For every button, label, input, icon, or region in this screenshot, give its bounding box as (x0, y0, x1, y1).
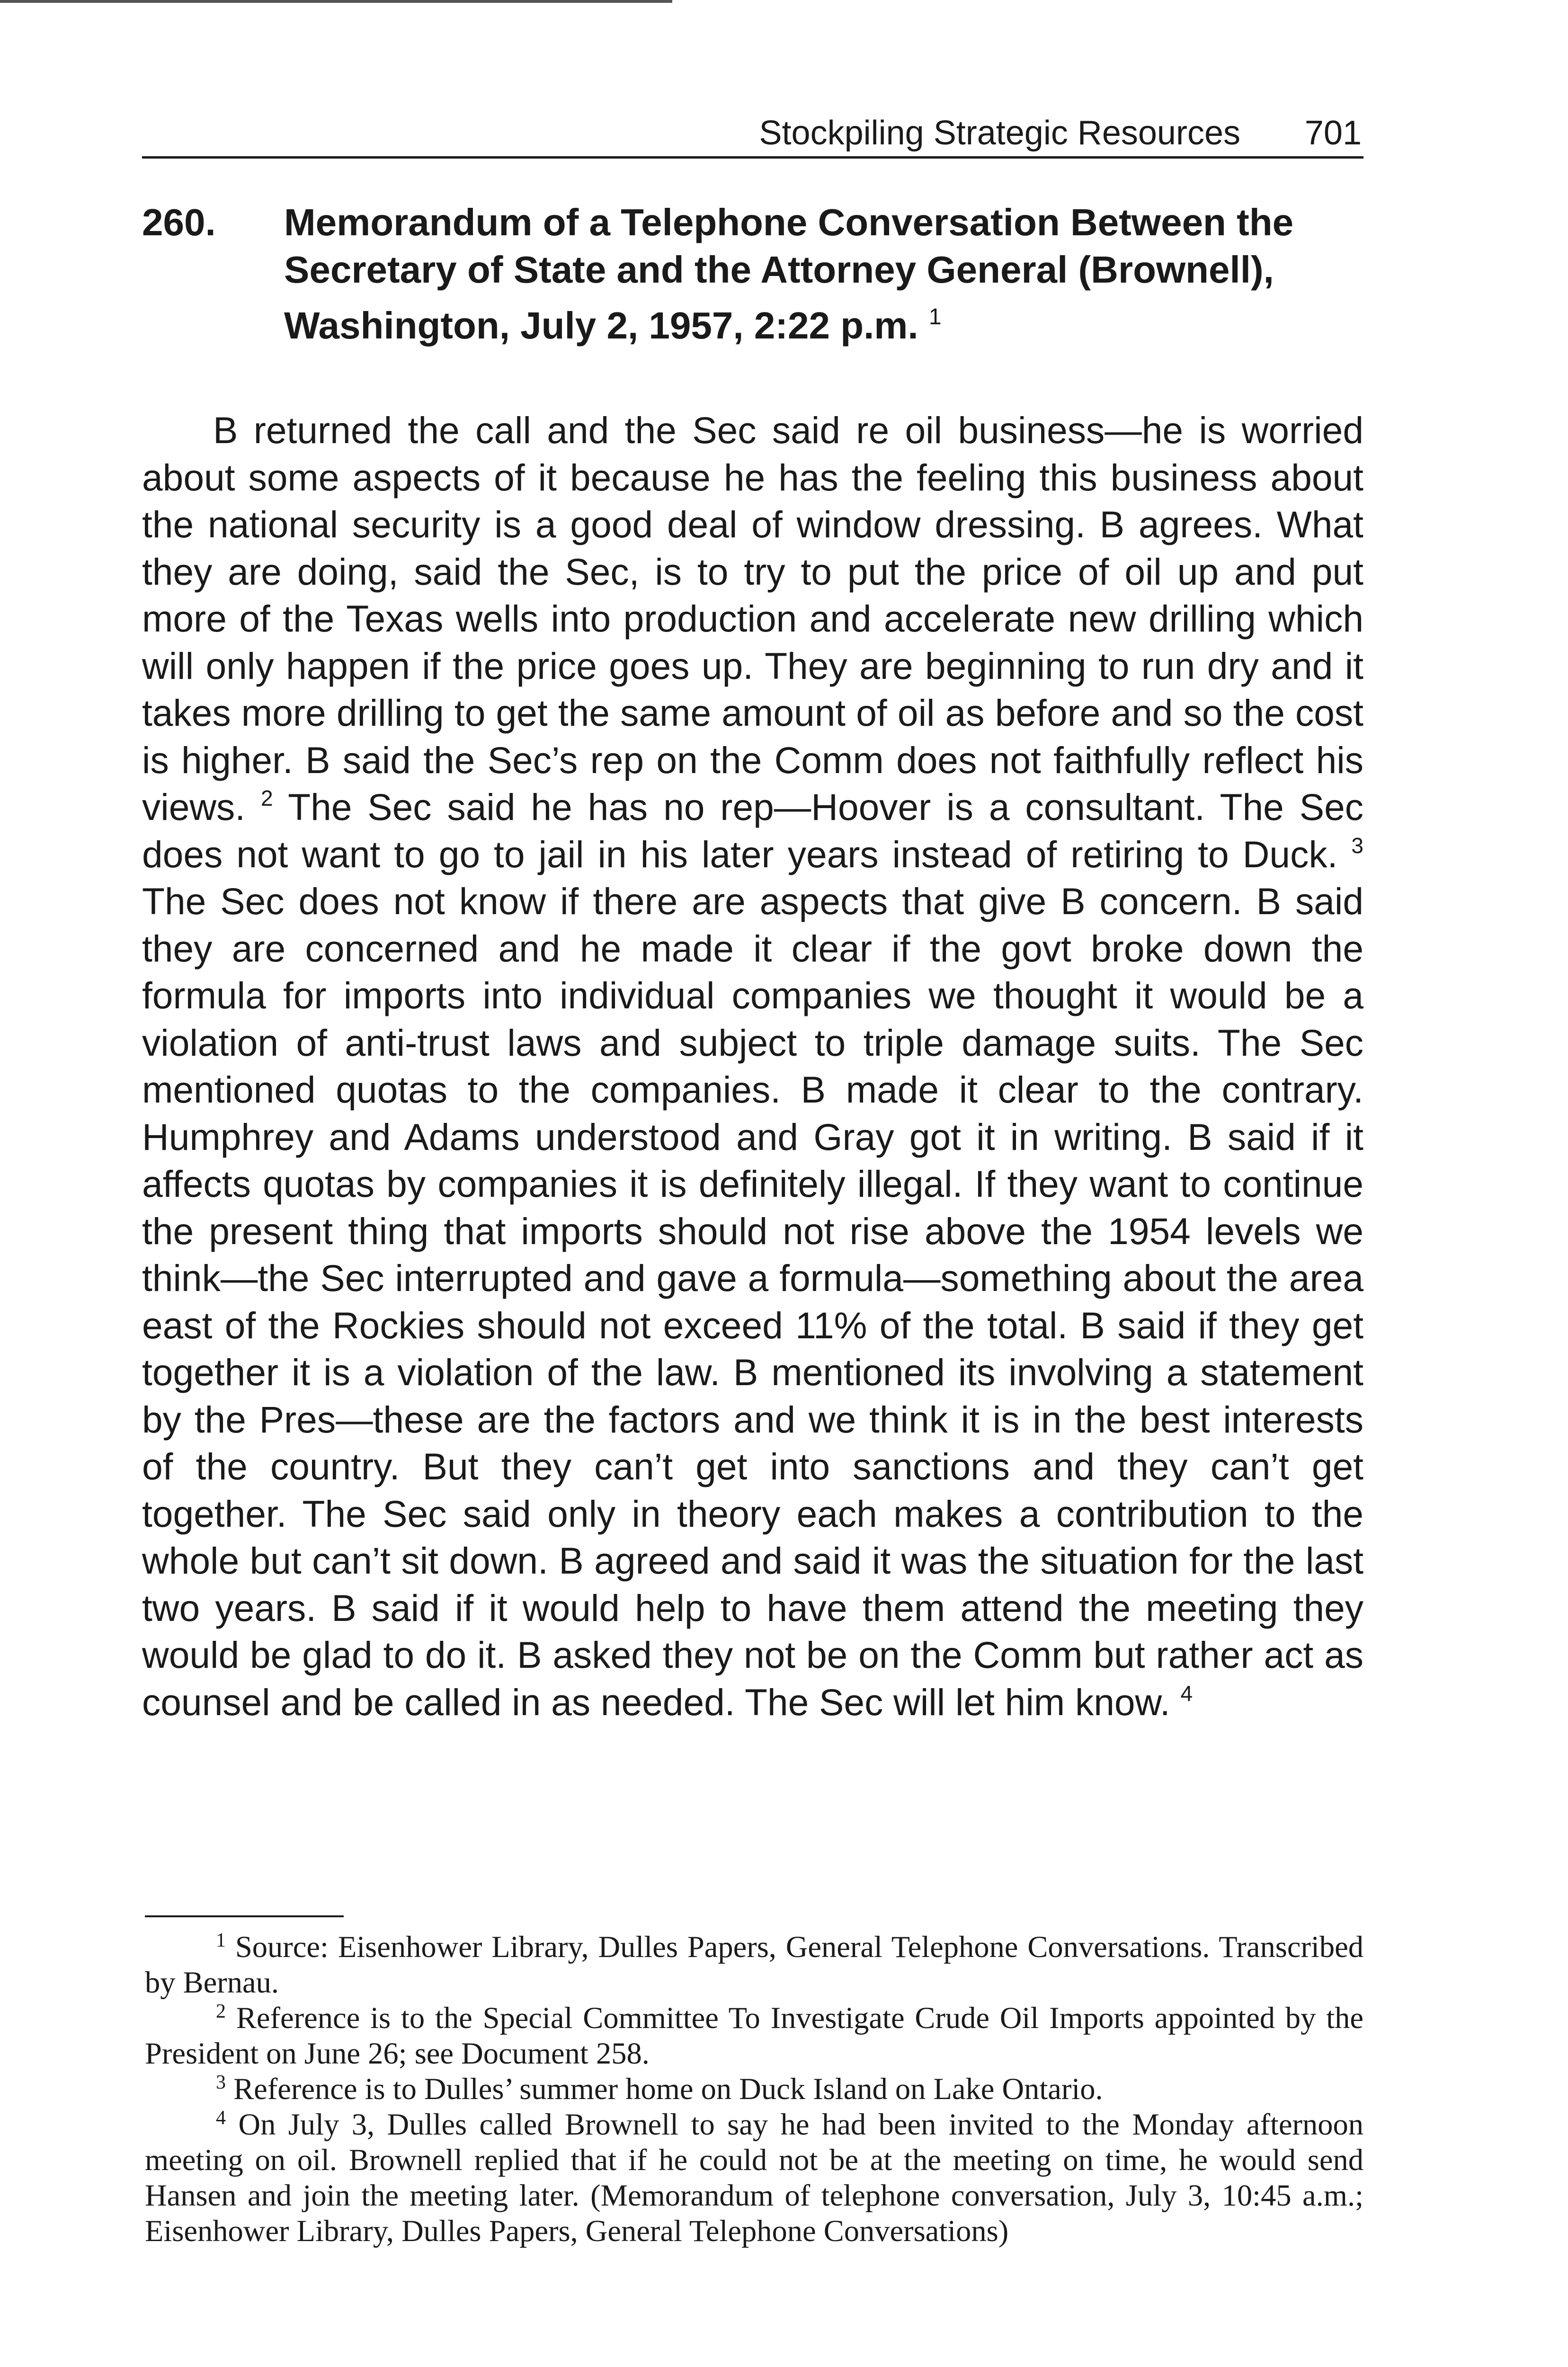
footnote-ref-2: 2 (261, 786, 273, 810)
footnote-text: Source: Eisenhower Library, Dulles Papers, General Telephone Conversations. Transcribed by Bernau. (145, 1930, 1363, 1999)
page-top-rule (0, 0, 672, 3)
page-number: 701 (1304, 114, 1362, 152)
body-text-segment: The Sec said he has no rep—Hoover is a consultant. The Sec does not want to go to jail in his later years instead of retiring to Duck. (142, 786, 1363, 875)
footnote (145, 2071, 1363, 2107)
footnote-divider (145, 1915, 344, 1917)
body-text-segment: The Sec does not know if there are aspects that give B concern. B said they are concerned and he made it clear if the govt broke down the formula for imports into individual companies we thought it would be a violation of anti-trust laws and subject to triple damage suits. The Sec mentioned quotas to the companies. B made it clear to the contrary. Humphrey and Adams understood and Gray got it in writing. B said if it affects quotas by companies it is definitely illegal. If they want to continue the present thing that imports should not rise above the 1954 levels we think—the Sec interrupted and gave a formula—something about the area east of the Rockies should not exceed 11% of the total. B said if they get together it is a violation of the law. B mentioned its involving a statement by the Pres—these are the factors and we think it is in the best interests of the country. But they can’t get into sanctions and they can’t get together. The Sec said only in theory each makes a contribution to the whole but can’t sit down. B agreed and said it was the situation for the last two years. B said if it would help to have them attend the meeting they would be glad to do it. B asked they not be on the Comm but rather act as counsel and be called in as needed. The Sec will let him know. (142, 881, 1363, 1723)
running-head-title: Stockpiling Strategic Resources (759, 114, 1240, 152)
document-title (284, 199, 1373, 349)
footnote-mark: 1 (216, 1930, 226, 1951)
footnote-mark: 2 (216, 2001, 226, 2022)
footnote-ref-3: 3 (1351, 833, 1363, 858)
footnote-mark: 4 (216, 2107, 226, 2129)
document-number: 260. (142, 201, 216, 243)
footnote-mark: 3 (216, 2072, 226, 2093)
body-text-segment: B returned the call and the Sec said re oil business—he is worried about some aspects of it because he has the feeling this business about the national security is a good deal of window dressing. B agrees. What they are doing, said the Sec, is to try to put the price of oil up and put more of the Texas wells into production and accelerate new drilling which will only happen if the price goes up. They are beginning to run dry and it takes more drilling to get the same amount of oil as before and so the cost is higher. B said the Sec’s rep on the Comm does not faithfully reflect his views. (142, 409, 1363, 828)
document-title-text: Memorandum of a Telephone Conversation Between the Secretary of State and the Attorney General (Brownell), Washington, July 2, 1957, 2:22 p.m. (284, 201, 1294, 347)
footnote (145, 1929, 1363, 2000)
footnote-text: Reference is to the Special Committee To Investigate Crude Oil Imports appointed by the President on June 26; see Document 258. (145, 2001, 1364, 2070)
footnotes (145, 1929, 1363, 2249)
footnote-text: Reference is to Dulles’ summer home on Duck Island on Lake Ontario. (233, 2072, 1103, 2106)
document-body (142, 407, 1363, 1726)
footnote-text: On July 3, Dulles called Brownell to say he had been invited to the Monday afternoon meeting on oil. Brownell replied that if he could not be at the meeting on time, he would send Hansen and join the meeting later. (Memorandum of telephone conversation, July 3, 10:45 a.m.; Eisenhower Library, Dulles Papers, General Telephone Conversations) (145, 2108, 1364, 2248)
body-paragraph (142, 407, 1363, 1726)
footnote-ref-1: 1 (928, 304, 942, 329)
footnote (145, 2000, 1363, 2071)
footnote (145, 2107, 1363, 2249)
running-head (142, 114, 1363, 159)
footnote-ref-4: 4 (1180, 1681, 1193, 1706)
